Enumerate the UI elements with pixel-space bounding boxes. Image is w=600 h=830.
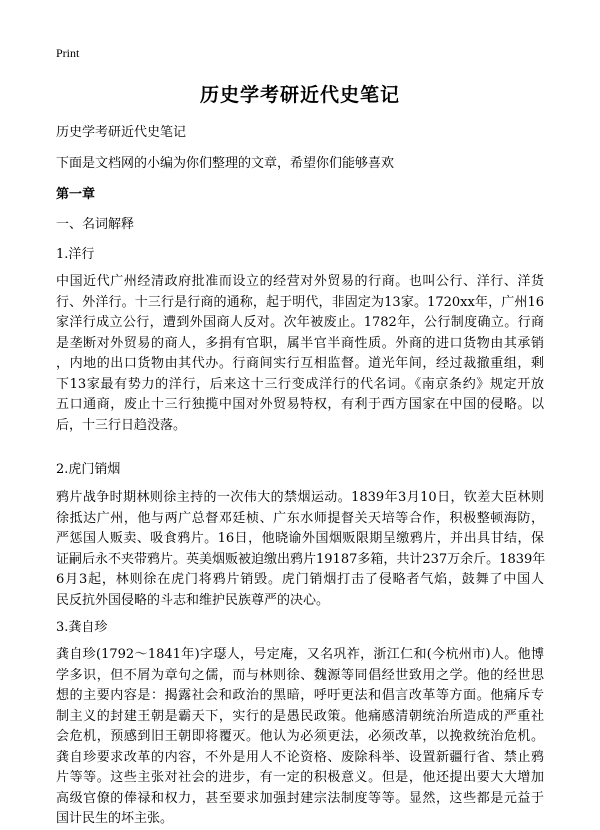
- text-line: 会危机，预感到旧王朝即将覆灭。他认为必须更法，必须改革，以挽救统治危机。: [56, 729, 544, 744]
- entry-body-1: [56, 272, 544, 436]
- entry-body-2: [56, 488, 544, 611]
- text-line: 民反抗外国侵略的斗志和维护民族尊严的决心。: [56, 592, 330, 608]
- text-line: 家洋行成立公行，遭到外国商人反对。次年被废止。1782年，公行制度确立。行商: [56, 315, 544, 330]
- chapter-heading: 第一章: [56, 187, 96, 202]
- text-line: 下13家最有势力的洋行，后来这十三行变成洋行的代名词。《南京条约》规定开放: [56, 376, 544, 392]
- intro-text: 下面是文档网的小编为你们整理的文章，希望你们能够喜欢: [56, 156, 395, 171]
- entry-heading-3: 3.龚自珍: [56, 620, 108, 635]
- text-line: 鸦片战争时期林则徐主持的一次伟大的禁烟运动。1839年3月10日，钦差大臣林则: [56, 490, 544, 505]
- text-line: 高级官僚的俸禄和权力，甚至要求加强封建宗法制度等等。显然，这些都是元益于: [56, 790, 544, 806]
- text-line: 片等等。这些主张对社会的进步，有一定的积极意义。但是，他还提出要大大增加: [56, 770, 544, 785]
- section-heading: 一、名词解释: [56, 217, 135, 232]
- text-line: 徐抵达广州，他与两广总督邓廷桢、广东水师提督关天培等合作，积极整顿海防，: [56, 510, 544, 526]
- text-line: ，内地的出口货物由其代办。行商间实行互相监督。道光年间，经过裁撤重组，剩: [56, 356, 544, 371]
- text-line: 五口通商，废止十三行独揽中国对外贸易特权，有利于西方国家在中国的侵略。以: [56, 397, 544, 412]
- text-line: 行、外洋行。十三行是行商的通称，起于明代，非固定为13家。1720xx年，广州16: [56, 294, 544, 310]
- document-subtitle: 历史学考研近代史笔记: [56, 125, 187, 140]
- text-line: 中国近代广州经清政府批准而设立的经营对外贸易的行商。也叫公行、洋行、洋货: [56, 274, 544, 289]
- text-line: 严惩国人贩卖、吸食鸦片。16日，他晓谕外国烟贩限期呈缴鸦片，并出具甘结，保: [56, 531, 544, 546]
- text-line: 是垄断对外贸易的商人，多捐有官职，属半官半商性质。外商的进口货物由其承销: [56, 335, 544, 351]
- text-line: 国计民生的坏主张。: [56, 811, 174, 826]
- document-title: 历史学考研近代史笔记: [199, 84, 400, 106]
- text-line: 龚自珍(1792～1841年)字璱人，号定庵，又名巩祚，浙江仁和(今杭州市)人。他博: [56, 647, 544, 662]
- text-line: 后，十三行日趋没落。: [56, 417, 187, 433]
- entry-body-3: [56, 645, 544, 830]
- text-line: 想的主要内容是：揭露社会和政治的黑暗，呼吁更法和倡言改革等方面。他痛斥专: [56, 688, 544, 703]
- text-line: 6月3起，林则徐在虎门将鸦片销毁。虎门销烟打击了侵略者气焰，鼓舞了中国人: [56, 572, 544, 587]
- text-line: 证嗣后永不夹带鸦片。英美烟贩被迫缴出鸦片19187多箱，共计237万余斤。1839年: [56, 551, 546, 567]
- text-line: 制主义的封建王朝是霸天下，实行的是愚民政策。他痛感清朝统治所造成的严重社: [56, 708, 544, 724]
- entry-heading-2: 2.虎门销烟: [56, 462, 121, 477]
- entry-heading-1: 1.洋行: [56, 247, 95, 262]
- text-line: 学多识，但不屑为章句之儒，而与林则徐、魏源等同倡经世致用之学。他的经世思: [56, 667, 544, 683]
- text-line: 龚自珍要求改革的内容，不外是用人不论资格、废除科举、设置新疆行省、禁止鸦: [56, 749, 544, 765]
- print-link[interactable]: Print: [56, 46, 80, 60]
